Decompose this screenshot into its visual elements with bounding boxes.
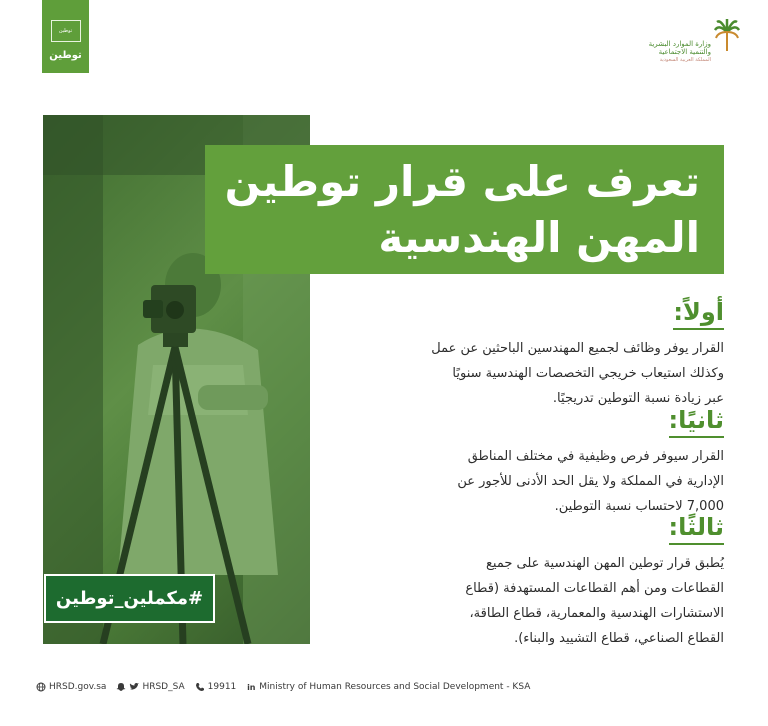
section-second [457,405,724,519]
text-line: يُطبق قرار توطين المهن الهندسية على جميع [486,556,724,571]
social-handle: HRSD_SA [142,682,185,692]
badge-label: توطين [49,50,82,61]
snapchat-icon [116,682,126,692]
footer-social[interactable] [116,682,184,692]
twitter-icon [129,682,139,692]
text-line: 7,000 لاحتساب نسبة التوطين. [554,499,724,514]
section-third [465,512,724,651]
ministry-logo [640,18,740,78]
ministry-line2: والتنمية الاجتماعية [658,48,711,56]
ministry-line1: وزارة الموارد البشرية [648,40,711,48]
text-line: القرار يوفر وظائف لجميع المهندسين الباحثين عن عمل [431,341,724,356]
phone-icon [195,682,205,692]
ministry-line3: المملكة العربية السعودية [659,57,711,63]
ministry-name [649,40,711,64]
footer-linkedin[interactable] [246,682,530,692]
tawteen-logo: توطين [51,20,81,42]
footer-website[interactable] [36,682,106,692]
text-line: القرار سيوفر فرص وظيفية في مختلف المناطق [467,449,724,464]
text-line: عبر زيادة نسبة التوطين تدريجيًا. [552,391,724,406]
footer-phone[interactable] [195,682,237,692]
text-line: الاستشارات الهندسية والمعمارية، قطاع الطاقة، [469,606,724,621]
section-text [431,336,724,411]
section-heading: ثالثًا: [669,512,724,545]
section-text [465,551,724,651]
footer [36,679,530,695]
section-text [457,444,724,519]
section-first [431,297,724,411]
linkedin-text: Ministry of Human Resources and Social Development - KSA [259,682,531,692]
text-line: الإدارية في المملكة ولا يقل الحد الأدنى للأجور عن [457,474,724,489]
linkedin-icon: in [247,682,256,692]
title-line-1: تعرف على قرار توطين [224,156,700,206]
title-box [205,145,724,274]
tawteen-badge [42,0,89,73]
section-heading: ثانيًا: [669,405,724,438]
text-line: وكذلك استيعاب خريجي التخصصات الهندسية سنويًا [452,366,724,381]
phone-number: 19911 [207,682,237,692]
text-line: القطاع الصناعي، قطاع التشييد والبناء). [514,631,724,646]
section-heading: أولاً: [673,297,724,330]
globe-icon [36,682,46,692]
palm-tree-icon [714,18,740,54]
text-line: القطاعات ومن أهم القطاعات المستهدفة (قطاع [465,581,724,596]
website-text: HRSD.gov.sa [49,682,107,692]
title-line-2: المهن الهندسية [378,212,700,262]
hashtag-box: #مكملين_توطين [44,574,215,623]
